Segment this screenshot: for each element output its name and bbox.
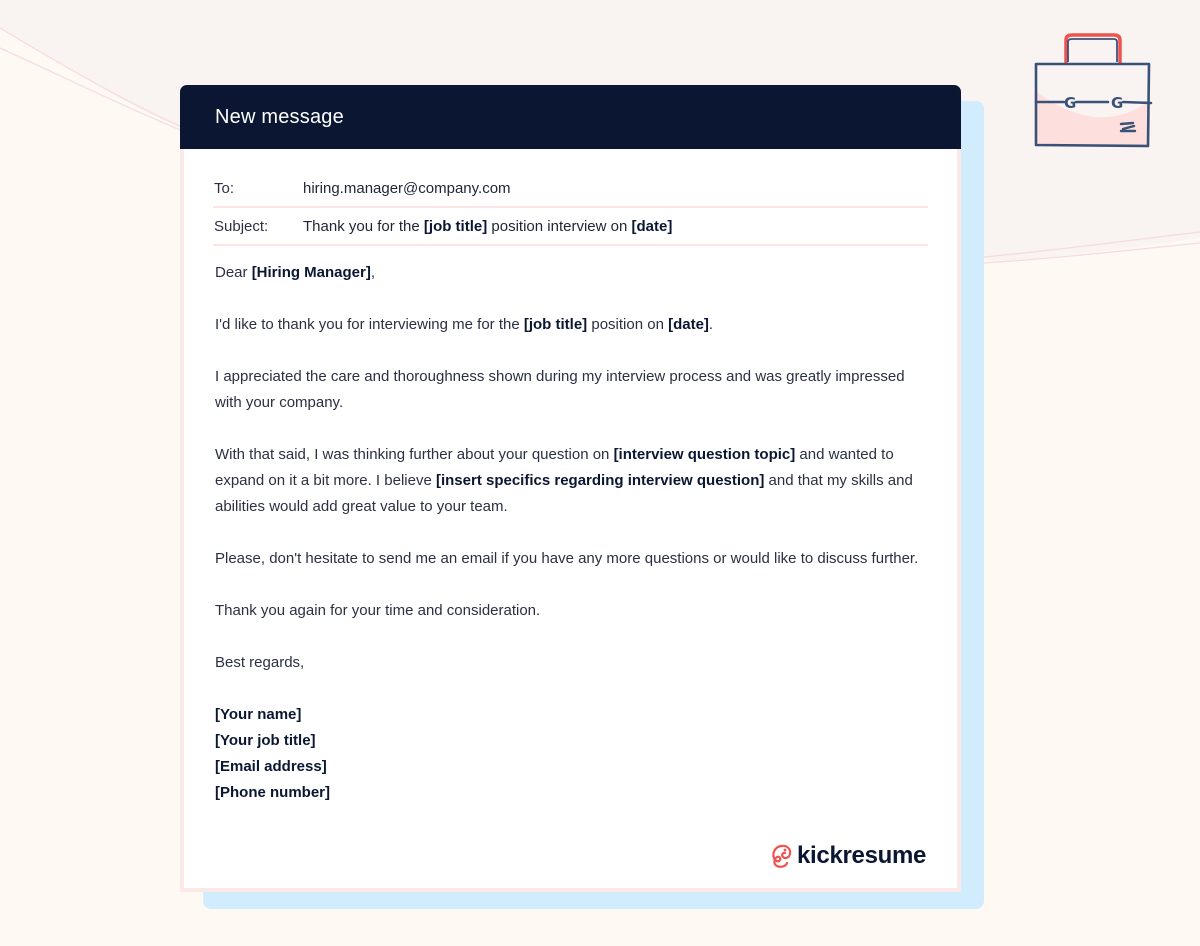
placeholder-question-topic: [interview question topic] — [613, 446, 796, 463]
subject-placeholder-date: [date] — [631, 218, 673, 235]
compose-body — [180, 149, 961, 892]
subject-text: Thank you for the — [303, 218, 424, 235]
compose-window — [180, 85, 961, 892]
signature-email: [Email address] — [215, 758, 327, 775]
paragraph-2: I appreciated the care and thoroughness shown during my interview process and was greatly impressed with your company. — [215, 368, 905, 411]
signature-block — [215, 702, 925, 806]
placeholder-job-title: [job title] — [523, 316, 588, 333]
signature-phone: [Phone number] — [215, 784, 330, 801]
svg-text:G: G — [1064, 94, 1077, 112]
compose-header — [180, 85, 961, 149]
window-title: New message — [215, 105, 344, 128]
svg-text:G: G — [1111, 94, 1124, 112]
subject-placeholder-job-title: [job title] — [423, 218, 488, 235]
briefcase-icon — [1028, 30, 1158, 152]
to-field[interactable] — [213, 170, 928, 208]
signature-name: [Your name] — [215, 706, 302, 723]
kickresume-logo — [769, 842, 926, 870]
paragraph-5: Thank you again for your time and consideration. — [215, 602, 541, 619]
placeholder-specifics: [insert specifics regarding interview question] — [435, 472, 765, 489]
subject-value[interactable] — [303, 218, 672, 235]
signature-job-title: [Your job title] — [215, 732, 316, 749]
closing: Best regards, — [215, 654, 305, 671]
paragraph-4: Please, don't hesitate to send me an email if you have any more questions or would like to discuss further. — [215, 550, 919, 567]
to-label: To: — [214, 180, 235, 197]
message-body[interactable] — [215, 260, 925, 806]
subject-text: position interview on — [487, 218, 632, 235]
subject-field[interactable] — [213, 208, 928, 246]
paragraph-1: I'd like to thank you for interviewing me for the [job title] position on [date]. — [215, 316, 714, 333]
placeholder-hiring-manager: [Hiring Manager] — [251, 264, 371, 281]
brand-name: kickresume — [797, 842, 927, 869]
to-value[interactable]: hiring.manager@company.com — [303, 180, 511, 197]
paragraph-3: With that said, I was thinking further about your question on [interview question topic] and wanted to expand on it a bit more. I believe [insert specifics regarding interview question] and that my skills and abilities would add great value to your team. — [215, 446, 913, 515]
greeting: Dear [Hiring Manager], — [215, 264, 376, 281]
chameleon-logo-icon — [769, 843, 793, 869]
placeholder-date: [date] — [668, 316, 709, 333]
subject-label: Subject: — [214, 218, 269, 235]
